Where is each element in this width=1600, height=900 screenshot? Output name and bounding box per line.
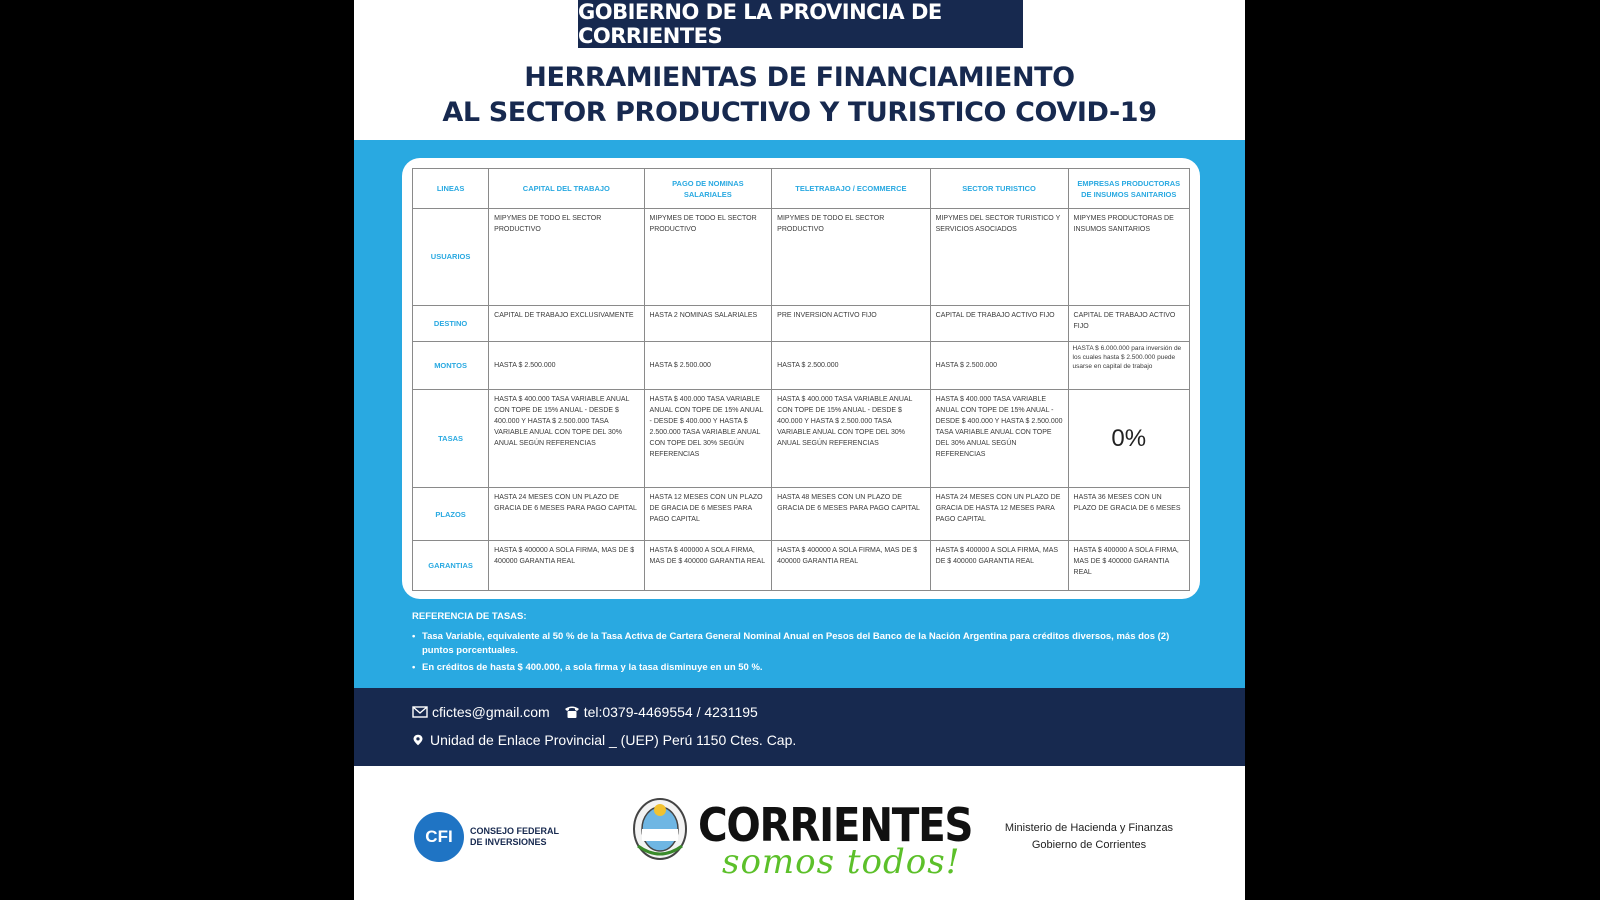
table-cell: HASTA $ 400000 A SOLA FIRMA, MAS DE $ 400000 GARANTIA REAL bbox=[930, 540, 1068, 590]
table-cell: HASTA $ 400.000 TASA VARIABLE ANUAL CON TOPE DE 15% ANUAL - DESDE $ 400.000 Y HASTA $ 2.500.000 TASA VARIABLE ANUAL CON TOPE DEL 30% SEGÚN REFERENCIAS bbox=[644, 389, 772, 488]
table-cell: MIPYMES DE TODO EL SECTOR PRODUCTIVO bbox=[644, 209, 772, 306]
provincial-crest-icon bbox=[632, 796, 688, 862]
header-cell: EMPRESAS PRODUCTORAS DE INSUMOS SANITARIOS bbox=[1068, 169, 1189, 209]
slogan: somos todos! bbox=[722, 842, 961, 882]
corrientes-wordmark: CORRIENTES bbox=[698, 798, 973, 852]
table-card bbox=[402, 158, 1200, 599]
email-text: cfictes@gmail.com bbox=[432, 704, 550, 720]
financing-panel bbox=[354, 140, 1245, 688]
table-cell: HASTA $ 400.000 TASA VARIABLE ANUAL CON TOPE DE 15% ANUAL - DESDE $ 400.000 Y HASTA $ 2.500.000 TASA VARIABLE ANUAL CON TOPE DEL 30% ANUAL SEGÚN REFERENCIAS bbox=[772, 389, 930, 488]
row-label: PLAZOS bbox=[413, 488, 489, 540]
zero-rate-cell: 0% bbox=[1068, 389, 1189, 488]
table-cell: HASTA 2 NOMINAS SALARIALES bbox=[644, 305, 772, 341]
table-cell: HASTA $ 400.000 TASA VARIABLE ANUAL CON TOPE DE 15% ANUAL - DESDE $ 400.000 Y HASTA $ 2.500.000 TASA VARIABLE ANUAL CON TOPE DEL 30% ANUAL SEGÚN REFERENCIAS bbox=[489, 389, 644, 488]
cfi-name: CONSEJO FEDERAL DE INVERSIONES bbox=[470, 826, 559, 847]
poster bbox=[354, 0, 1245, 900]
table-cell: CAPITAL DE TRABAJO ACTIVO FIJO bbox=[1068, 305, 1189, 341]
location-pin-icon bbox=[412, 732, 424, 748]
table-row bbox=[413, 341, 1190, 389]
table-cell: HASTA $ 2.500.000 bbox=[489, 341, 644, 389]
table-row bbox=[413, 488, 1190, 540]
reference-item: • Tasa Variable, equivalente al 50 % de la Tasa Activa de Cartera General Nominal Anual en Pesos del Banco de la Nación Argentina para créditos diversos, más dos (2) puntos porcentuales. bbox=[412, 630, 1172, 658]
table-cell: HASTA $ 2.500.000 bbox=[644, 341, 772, 389]
row-label: TASAS bbox=[413, 389, 489, 488]
government-banner: GOBIERNO DE LA PROVINCIA DE CORRIENTES bbox=[578, 0, 1023, 48]
table-row bbox=[413, 540, 1190, 590]
financing-table bbox=[412, 168, 1190, 591]
page-title bbox=[354, 60, 1245, 130]
cfi-logo bbox=[414, 812, 570, 862]
address-text: Unidad de Enlace Provincial _ (UEP) Perú 1150 Ctes. Cap. bbox=[430, 732, 797, 748]
row-label: USUARIOS bbox=[413, 209, 489, 306]
table-row bbox=[413, 389, 1190, 488]
phone-contact[interactable] bbox=[564, 704, 758, 720]
ministry-line-1: Ministerio de Hacienda y Finanzas bbox=[1004, 822, 1174, 834]
title-line-1: HERRAMIENTAS DE FINANCIAMIENTO bbox=[524, 62, 1075, 93]
ministry-name bbox=[994, 820, 1184, 854]
row-label: GARANTIAS bbox=[413, 540, 489, 590]
table-cell: HASTA $ 2.500.000 bbox=[772, 341, 930, 389]
ministry-line-2: Gobierno de Corrientes bbox=[1031, 839, 1147, 851]
table-cell: HASTA $ 2.500.000 bbox=[930, 341, 1068, 389]
table-cell: PRE INVERSION ACTIVO FIJO bbox=[772, 305, 930, 341]
table-cell: CAPITAL DE TRABAJO EXCLUSIVAMENTE bbox=[489, 305, 644, 341]
table-header-row bbox=[413, 169, 1190, 209]
table-cell: HASTA $ 400000 A SOLA FIRMA, MAS DE $ 400000 GARANTIA REAL bbox=[489, 540, 644, 590]
table-cell: MIPYMES PRODUCTORAS DE INSUMOS SANITARIOS bbox=[1068, 209, 1189, 306]
header-cell: SECTOR TURISTICO bbox=[930, 169, 1068, 209]
contact-bar bbox=[354, 688, 1245, 766]
table-cell: HASTA 24 MESES CON UN PLAZO DE GRACIA DE 6 MESES PARA PAGO CAPITAL bbox=[489, 488, 644, 540]
phone-text: tel:0379-4469554 / 4231195 bbox=[583, 704, 758, 720]
table-cell: MIPYMES DE TODO EL SECTOR PRODUCTIVO bbox=[772, 209, 930, 306]
rate-references bbox=[412, 610, 1172, 678]
corrientes-logo bbox=[632, 786, 973, 886]
table-cell: HASTA 24 MESES CON UN PLAZO DE GRACIA DE HASTA 12 MESES PARA PAGO CAPITAL bbox=[930, 488, 1068, 540]
table-cell: HASTA $ 400000 A SOLA FIRMA, MAS DE $ 400000 GARANTIA REAL bbox=[772, 540, 930, 590]
table-cell: HASTA $ 6.000.000 para inversión de los cuales hasta $ 2.500.000 puede usarse en capital de trabajo bbox=[1068, 341, 1189, 389]
row-label: DESTINO bbox=[413, 305, 489, 341]
references-title: REFERENCIA DE TASAS: bbox=[412, 611, 527, 622]
email-contact[interactable] bbox=[412, 704, 550, 720]
footer-logos bbox=[354, 766, 1245, 900]
table-row bbox=[413, 209, 1190, 306]
table-cell: HASTA $ 400.000 TASA VARIABLE ANUAL CON TOPE DE 15% ANUAL - DESDE $ 400.000 Y HASTA $ 2.500.000 TASA VARIABLE ANUAL CON TOPE DEL 30% ANUAL SEGÚN REFERENCIAS bbox=[930, 389, 1068, 488]
table-cell: MIPYMES DE TODO EL SECTOR PRODUCTIVO bbox=[489, 209, 644, 306]
reference-item: • En créditos de hasta $ 400.000, a sola firma y la tasa disminuye en un 50 %. bbox=[412, 661, 1172, 675]
header-cell: TELETRABAJO / ECOMMERCE bbox=[772, 169, 930, 209]
row-label: MONTOS bbox=[413, 341, 489, 389]
table-cell: HASTA $ 400000 A SOLA FIRMA, MAS DE $ 400000 GARANTIA REAL bbox=[644, 540, 772, 590]
table-cell: HASTA 48 MESES CON UN PLAZO DE GRACIA DE 6 MESES PARA PAGO CAPITAL bbox=[772, 488, 930, 540]
table-cell: HASTA $ 400000 A SOLA FIRMA, MAS DE $ 400000 GARANTIA REAL bbox=[1068, 540, 1189, 590]
table-cell: MIPYMES DEL SECTOR TURISTICO Y SERVICIOS ASOCIADOS bbox=[930, 209, 1068, 306]
table-cell: HASTA 12 MESES CON UN PLAZO DE GRACIA DE 6 MESES PARA PAGO CAPITAL bbox=[644, 488, 772, 540]
telephone-icon bbox=[564, 705, 580, 719]
table-cell: HASTA 36 MESES CON UN PLAZO DE GRACIA DE 6 MESES bbox=[1068, 488, 1189, 540]
header-cell: CAPITAL DEL TRABAJO bbox=[489, 169, 644, 209]
table-cell: CAPITAL DE TRABAJO ACTIVO FIJO bbox=[930, 305, 1068, 341]
envelope-icon bbox=[412, 705, 428, 719]
header-cell: PAGO DE NOMINAS SALARIALES bbox=[644, 169, 772, 209]
table-row bbox=[413, 305, 1190, 341]
cfi-emblem: CFI bbox=[414, 812, 464, 862]
header-cell-lineas: LINEAS bbox=[413, 169, 489, 209]
title-line-2: AL SECTOR PRODUCTIVO Y TURISTICO COVID-19 bbox=[442, 97, 1157, 128]
